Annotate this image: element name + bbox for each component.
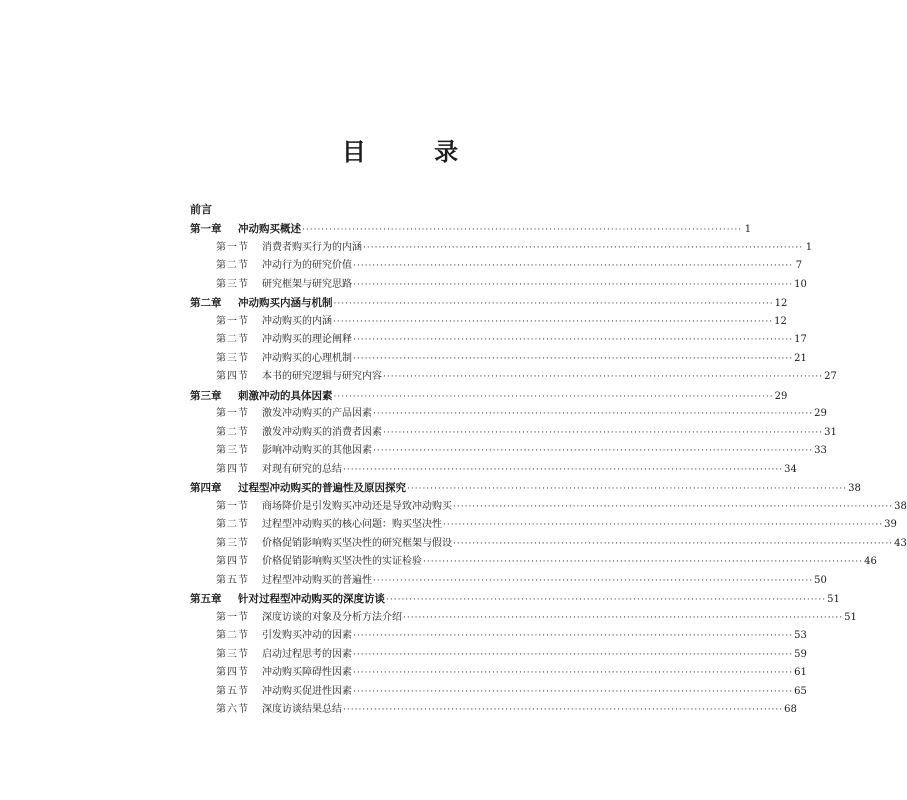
section-title: 消费者购买行为的内涵 [262,241,362,253]
chapter-page-number: 29 [774,390,788,402]
section-page-number: 65 [794,685,807,697]
section-title: 深度访谈的对象及分析方法介绍 [262,611,402,623]
section-page-number: 17 [794,334,807,345]
section-page-number: 34 [784,463,797,475]
leader-dots [407,480,847,499]
section-page-number: 38 [894,500,907,512]
toc-section-row[interactable] [190,276,807,295]
section-title: 冲动购买的内涵 [262,315,332,327]
section-page-number: 68 [784,704,797,715]
toc-preface: 前言 [190,203,212,216]
toc-section-row[interactable] [190,516,897,535]
section-title: 影响冲动购买的其他因素 [262,445,372,456]
section-title: 冲动购买的心理机制 [262,352,352,364]
leader-dots [373,442,813,461]
section-title: 启动过程思考的因素 [262,648,352,660]
section-page-number: 1 [805,241,813,253]
table-of-contents [190,200,907,720]
toc-chapter-row[interactable] [190,590,840,609]
chapter-title: 针对过程型冲动购买的深度访谈 [238,593,385,605]
chapter-number: 第五章 [190,593,222,605]
section-title: 对现有研究的总结 [262,463,342,475]
section-number: 第一节 [216,408,249,419]
toc-section-row[interactable] [190,701,797,720]
section-title: 本书的研究逻辑与研究内容 [262,371,382,382]
section-title: 价格促销影响购买坚决性的实证检验 [262,556,422,567]
toc-section-row[interactable] [190,609,857,628]
section-title: 激发冲动购买的消费者因素 [262,426,382,438]
toc-section-row[interactable] [190,461,797,480]
chapter-title: 冲动购买内涵与机制 [238,297,333,309]
section-page-number: 51 [844,611,857,623]
section-number: 第三节 [216,278,249,290]
toc-section-row[interactable] [190,553,877,572]
section-page-number: 59 [794,648,807,660]
toc-section-row[interactable] [190,498,907,517]
chapter-number: 第二章 [190,297,222,309]
chapter-number: 第四章 [190,482,222,494]
section-title: 引发购买冲动的因素 [262,630,352,641]
leader-dots [353,350,793,369]
chapter-number: 第三章 [190,389,222,402]
section-title: 过程型冲动购买的核心问题：购买坚决性 [262,519,442,530]
section-title: 研究框架与研究思路 [262,278,352,290]
toc-section-row[interactable] [190,535,907,554]
section-number: 第一节 [216,315,249,327]
leader-dots [423,553,863,572]
section-number: 第四节 [216,371,249,382]
leader-dots [353,257,793,276]
leader-dots [453,498,893,517]
section-number: 第四节 [216,463,249,475]
toc-section-row[interactable] [190,424,837,443]
section-number: 第二节 [216,260,249,271]
section-number: 第二节 [216,334,249,345]
section-title: 商场降价是引发购买冲动还是导致冲动购买 [262,500,452,512]
chapter-number: 第一章 [190,223,222,235]
chapter-title: 刺激冲动的具体因素 [238,389,333,402]
page-title: 目 录 [341,137,489,166]
section-page-number: 53 [794,630,807,641]
section-title: 冲动购买障碍性因素 [262,667,352,678]
section-page-number: 46 [864,556,877,567]
leader-dots [334,295,774,314]
section-page-number: 50 [814,574,827,586]
section-title: 冲动购买的理论阐释 [262,334,352,345]
section-title: 深度访谈结果总结 [262,704,342,715]
leader-dots [363,239,803,258]
section-number: 第二节 [216,426,249,438]
toc-section-row[interactable] [190,350,807,369]
section-title: 冲动购买促进性因素 [262,685,352,697]
toc-section-row[interactable] [190,683,807,702]
toc-rows [190,220,907,720]
section-page-number: 33 [814,445,827,456]
section-page-number: 61 [794,667,807,678]
toc-section-row[interactable] [190,405,827,424]
leader-dots [453,535,893,554]
toc-section-row[interactable] [190,368,837,387]
leader-dots [333,313,773,332]
section-number: 第二节 [216,630,249,641]
toc-chapter-row[interactable] [190,387,788,406]
leader-dots [443,516,883,535]
section-title: 冲动行为的研究价值 [262,260,352,271]
section-page-number: 39 [884,519,897,530]
toc-section-row[interactable] [190,239,813,258]
section-page-number: 43 [894,537,907,549]
leader-dots [373,405,813,424]
section-page-number: 31 [824,426,837,438]
section-page-number: 12 [774,315,787,327]
section-number: 第五节 [216,574,249,586]
leader-dots [353,646,793,665]
chapter-page-number: 12 [774,298,788,309]
section-number: 第五节 [216,685,249,697]
section-number: 第一节 [216,611,249,623]
toc-section-row[interactable] [190,646,807,665]
section-page-number: 29 [814,408,827,419]
section-number: 第四节 [216,667,249,678]
section-title: 过程型冲动购买的普遍性 [262,574,372,586]
chapter-page-number: 38 [848,483,861,494]
leader-dots [302,221,742,240]
leader-dots [373,572,813,591]
leader-dots [383,424,823,443]
leader-dots [403,609,843,628]
leader-dots [353,276,793,295]
toc-chapter-row[interactable] [190,294,788,313]
leader-dots [353,331,793,350]
leader-dots [353,664,793,683]
toc-chapter-row[interactable] [190,479,861,498]
section-number: 第三节 [216,648,249,660]
leader-dots [353,683,793,702]
leader-dots [343,701,783,720]
chapter-title: 过程型冲动购买的普遍性及原因探究 [238,482,406,494]
section-page-number: 27 [824,371,837,382]
chapter-page-number: 51 [827,594,840,605]
section-number: 第四节 [216,556,249,567]
section-title: 价格促销影响购买坚决性的研究框架与假设 [262,537,452,549]
leader-dots [343,461,783,480]
chapter-title: 冲动购买概述 [238,223,301,235]
leader-dots [334,388,774,407]
chapter-page-number: 1 [744,224,752,235]
section-number: 第三节 [216,537,249,549]
section-number: 第三节 [216,352,249,364]
leader-dots [386,591,826,610]
toc-section-row[interactable] [190,572,827,591]
toc-section-row[interactable] [190,313,787,332]
toc-chapter-row[interactable] [190,220,752,239]
section-number: 第一节 [216,241,249,253]
toc-section-row[interactable] [190,331,807,350]
toc-section-row[interactable] [190,257,803,276]
toc-section-row[interactable] [190,627,807,646]
section-number: 第二节 [216,519,249,530]
toc-section-row[interactable] [190,664,807,683]
leader-dots [383,368,823,387]
section-page-number: 10 [794,278,807,290]
section-title: 激发冲动购买的产品因素 [262,408,372,419]
section-page-number: 21 [794,352,807,364]
toc-section-row[interactable] [190,442,827,461]
leader-dots [353,627,793,646]
section-number: 第六节 [216,704,249,715]
section-page-number: 7 [795,260,803,271]
section-number: 第三节 [216,445,249,456]
section-number: 第一节 [216,500,249,512]
